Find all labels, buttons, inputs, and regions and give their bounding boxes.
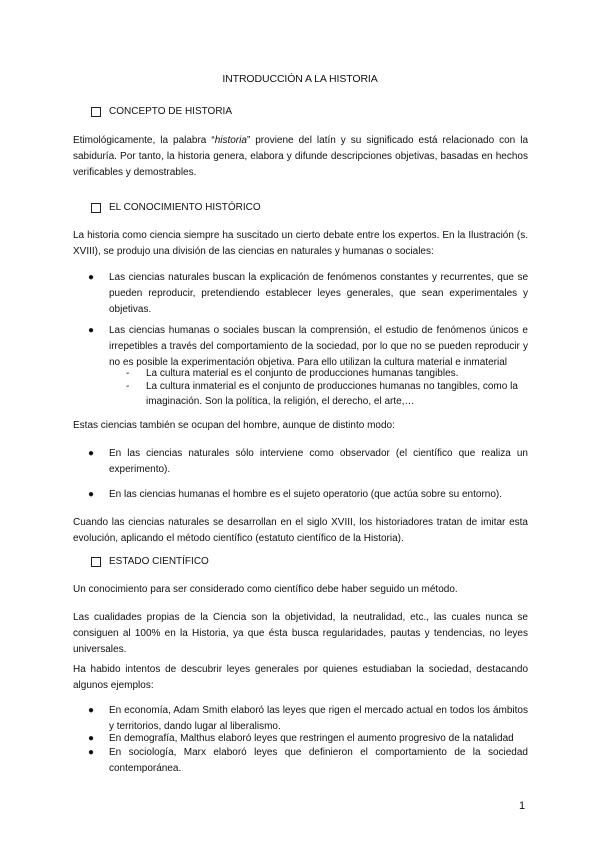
dash-icon: - (126, 381, 130, 392)
paragraph-debate: La historia como ciencia siempre ha suscitado un cierto debate entre los expertos. En la Ilustración (s. XVIII), se produjo una división de las ciencias en naturales y humanas o sociales: (73, 230, 528, 257)
page-title: INTRODUCCIÓN A LA HISTORIA (222, 73, 378, 85)
page-number: 1 (519, 800, 526, 812)
section-heading-label: CONCEPTO DE HISTORIA (109, 106, 232, 117)
paragraph-cualidades: Las cualidades propias de la Ciencia son la objetividad, la neutralidad, etc., las cuales nunca se consiguen al 100% en la Historia, ya que ésta busca regularidades, pautas y tendencias, no leyes universales. (73, 612, 528, 655)
section-heading-concepto (91, 106, 232, 117)
paragraph-metodo: Un conocimiento para ser considerado como científico debe haber seguido un método. (73, 584, 458, 595)
paragraph-text: ” proviene del latín y su significado está relacionado con la sabiduría. Por tanto, la historia genera, elabora y difunde descripciones objetivas, basadas en hechos verificables y demostrables. (73, 135, 528, 178)
paragraph-etimologia (73, 133, 528, 181)
checkbox-icon (91, 203, 101, 213)
bullet-icon: ● (88, 489, 95, 500)
bullet-icon: ● (88, 272, 95, 283)
bullet-icon: ● (88, 705, 95, 716)
paragraph-siglo-xviii: Cuando las ciencias naturales se desarrollan en el siglo XVIII, los historiadores tratan de imitar esta evolución, aplicando el método científico (estatuto científico de la Historia). (73, 517, 528, 544)
section-heading-estado-cientifico (91, 556, 209, 567)
dash-icon: - (126, 368, 130, 379)
document-page: INTRODUCCIÓN A LA HISTORIA CONCEPTO DE HISTORIA Etimológicamente, la palabra “historia” proviene del latín y su significado está relacionado con la sabiduría. Por tanto, la historia genera, elabora y difunde descripciones objetivas, basadas en hechos verificables y demostrables. EL CONOCIMIENTO HISTÓRICO La historia como ciencia siempre ha suscitado un cierto debate entre los expertos. En la Ilustración (s. XVIII), se produjo una división de las ciencias en naturales y humanas o sociales: ● Las ciencias naturales buscan la explicación de fenómenos constantes y recurrentes, que se pueden reproducir, pretendiendo establecer leyes generales, que sean experimentales y objetivas. ● Las ciencias humanas o sociales buscan la comprensión, el estudio de fenómenos únicos e irrepetibles a través del comportamiento de la sociedad, por lo que no se pueden reproducir y no es posible la experimentación objetiva. Para ello utilizan la cultura material e inmaterial - La cultura material es el conjunto de producciones humanas tangibles. - La cultura inmaterial es el conjunto de producciones humanas no tangibles, como la imaginación. Son la política, la religión, el derecho, el arte,… Estas ciencias también se ocupan del hombre, aunque de distinto modo: ● En las ciencias naturales sólo interviene como observador (el científico que realiza un experimento). ● En las ciencias humanas el hombre es el sujeto operatorio (que actúa sobre su entorno). Cuando las ciencias naturales se desarrollan en el siglo XVIII, los historiadores tratan de imitar esta evolución, aplicando el método científico (estatuto científico de la Historia). ESTADO CIENTÍFICO Un conocimiento para ser considerado como científico debe haber seguido un método. Las cualidades propias de la Ciencia son la objetividad, la neutralidad, etc., las cuales nunca se consiguen al 100% en la Historia, ya que ésta busca regularidades, pautas y tendencias, no leyes universales. Ha habido intentos de descubrir leyes generales por quienes estudiaban la sociedad, destacando algunos ejemplos: ● En economía, Adam Smith elaboró las leyes que rigen el mercado actual en todos los ámbitos y territorios, dando lugar al liberalismo. ● En demografía, Malthus elaboró leyes que restringen el aumento progresivo de la natalidad ● En sociología, Marx elaboró leyes que definieron el comportamiento de la sociedad contemporánea. 1 (0, 0, 600, 848)
bullet-icon: ● (88, 325, 95, 336)
emphasized-word: historia (214, 135, 247, 146)
section-heading-label: ESTADO CIENTÍFICO (109, 556, 209, 567)
checkbox-icon (91, 107, 101, 117)
bullet-icon: ● (88, 747, 95, 758)
section-heading-conocimiento (91, 202, 261, 213)
bullet-icon: ● (88, 448, 95, 459)
paragraph-text: Etimológicamente, la palabra “ (73, 135, 215, 146)
bullet-icon: ● (88, 733, 95, 744)
paragraph-distinto-modo: Estas ciencias también se ocupan del hombre, aunque de distinto modo: (73, 420, 395, 431)
paragraph-intentos: Ha habido intentos de descubrir leyes generales por quienes estudiaban la sociedad, destacando algunos ejemplos: (73, 664, 528, 691)
checkbox-icon (91, 557, 101, 567)
section-heading-label: EL CONOCIMIENTO HISTÓRICO (109, 202, 261, 213)
